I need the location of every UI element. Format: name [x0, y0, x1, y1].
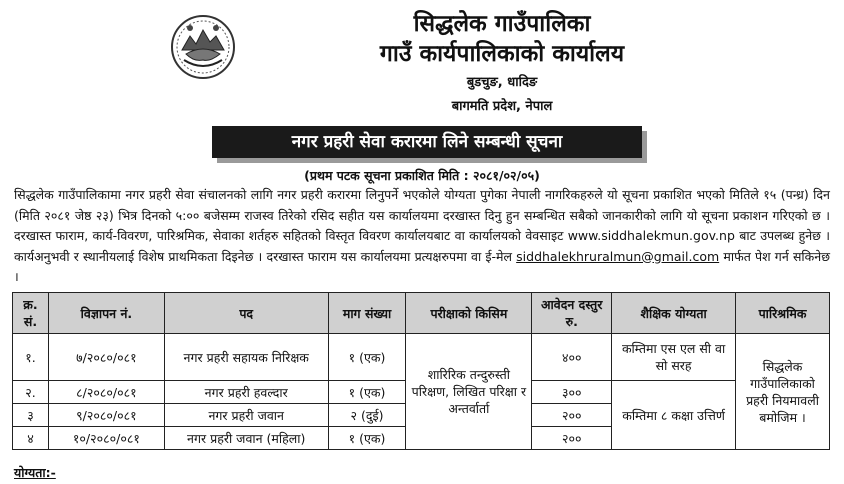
body-text-part2: बाट उपलब्ध हुनेछ । कार्यअनुभवी र स्थानीयलाई विशेष प्राथमिकता दिइनेछ । दरखास्त फाराम यस कार्यालयमा प्रत्यक्षरुपमा वा ई-मेल [14, 228, 830, 264]
cell-fee: ४०० [532, 334, 612, 381]
cell-salary: सिद्धलेक गाउँपालिकाको प्रहरी नियमावली बमोजिम । [736, 334, 830, 450]
cell-sn: ३ [13, 404, 49, 427]
cell-post: नगर प्रहरी जवान (महिला) [164, 427, 328, 450]
cell-post: नगर प्रहरी जवान [164, 404, 328, 427]
body-text-part1: सिद्धलेक गाउँपालिकामा नगर प्रहरी सेवा संचालनको लागि नगर प्रहरी करारमा लिनुपर्ने भएकोले योग्यता पुगेका नेपाली नागरिकहरुले यो सूचना प्रकाशित भएको मितिले १५ (पन्ध्र) दिन (मिति २०८१ जेष्ठ २३) भित्र दिनको ५:०० बजेसम्म राजस्व तिरेको रसिद सहीत यस कार्यालयमा दरखास्त दिनु हुन सम्बन्धित सबैको जानकारीको लागि यो सूचना प्रकाशन गरिएको छ । दरखास्त फाराम, कार्य-विवरण, पारिश्रमिक, सेवाका शर्तहरु सहितको विस्तृत विवरण कार्यालयबाट वा कार्यालयको वेवसाइट [14, 187, 830, 243]
table-header-row [13, 293, 830, 334]
col-header-count: माग संख्या [328, 293, 406, 334]
col-header-exam: परीक्षाको किसिम [406, 293, 532, 334]
cell-fee: २०० [532, 404, 612, 427]
cell-count: १ (एक) [328, 334, 406, 381]
cell-count: १ (एक) [328, 427, 406, 450]
cell-post: नगर प्रहरी सहायक निरिक्षक [164, 334, 328, 381]
publish-date: (प्रथम पटक सूचना प्रकाशित मिति : २०८१/०२/०५) [304, 168, 540, 183]
cell-sn: १. [13, 334, 49, 381]
cell-sn: ४ [13, 427, 49, 450]
col-header-fee: आवेदन दस्तुर रु. [532, 293, 612, 334]
cell-count: १ (एक) [328, 381, 406, 404]
cell-fee: २०० [532, 427, 612, 450]
body-text-part3: मार्फत पेश गर्न सकिनेछ । [14, 248, 830, 284]
notice-body [14, 185, 830, 288]
cell-adv: ८/२०८०/०८१ [48, 381, 164, 404]
cell-edu-1: कम्तिमा एस एल सी वा सो सरह [612, 334, 736, 381]
cell-adv: ९/२०८०/०८१ [48, 404, 164, 427]
col-header-sn: क्र. सं. [13, 293, 49, 334]
cell-post: नगर प्रहरी हवल्दार [164, 381, 328, 404]
office-address: बुडचुङ, धादिङ [466, 75, 538, 90]
table-row [13, 334, 830, 381]
email-link[interactable]: siddhalekhruralmun@gmail.com [516, 248, 720, 264]
cell-adv: ७/२०८०/०८१ [48, 334, 164, 381]
cell-sn: २. [13, 381, 49, 404]
qualification-label: योग्यता:- [14, 465, 56, 480]
website-link[interactable]: www.siddhalekmun.gov.np [567, 228, 735, 243]
cell-edu-2: कम्तिमा ८ कक्षा उत्तिर्ण [612, 381, 736, 450]
municipality-name: सिद्धलेक गाउँपालिका [413, 11, 591, 37]
col-header-post: पद [164, 293, 328, 334]
notice-title-banner: नगर प्रहरी सेवा करारमा लिने सम्बन्धी सूचना [212, 126, 642, 158]
cell-count: २ (दुई) [328, 404, 406, 427]
cell-fee: ३०० [532, 381, 612, 404]
cell-adv: १०/२०८०/०८१ [48, 427, 164, 450]
vacancy-table [12, 292, 830, 450]
col-header-edu: शैक्षिक योग्यता [612, 293, 736, 334]
province-line: बागमति प्रदेश, नेपाल [451, 99, 553, 114]
cell-exam-type: शारिरिक तन्दुरुस्ती परिक्षण, लिखित परिक्षा र अन्तर्वार्ता [406, 334, 532, 450]
office-name: गाउँ कार्यपालिकाको कार्यालय [379, 41, 625, 67]
col-header-adv: विज्ञापन नं. [48, 293, 164, 334]
col-header-salary: पारिश्रमिक [736, 293, 830, 334]
